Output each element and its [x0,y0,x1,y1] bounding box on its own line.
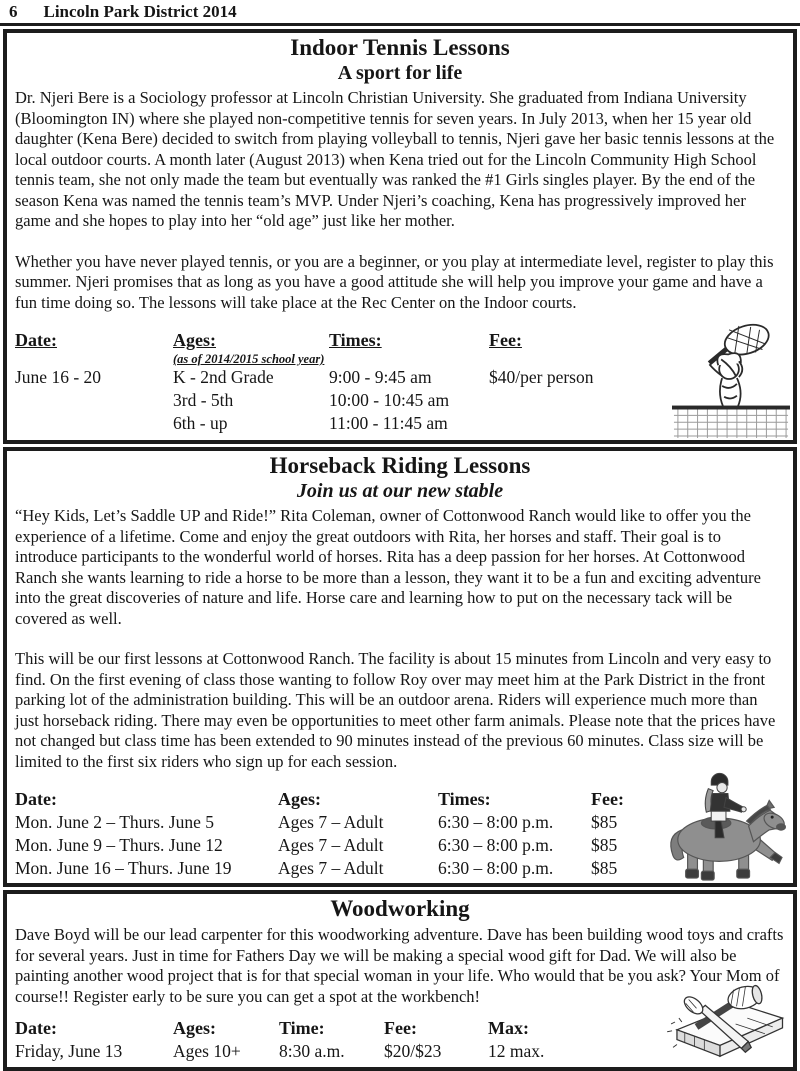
column-header-max: Max: [488,1018,529,1038]
table-cell-ages: Ages 7 – Adult [278,858,384,878]
table-cell-fee: $85 [591,835,618,855]
table-cell-ages: K - 2nd Grade [173,367,274,387]
horseback-section-title: Horseback Riding Lessons [269,453,531,478]
table-cell-times: 10:00 - 10:45 am [329,390,450,410]
tennis-table-note-row [15,352,785,366]
table-cell-date: Friday, June 13 [15,1041,123,1061]
table-cell-time: 8:30 a.m. [279,1041,345,1061]
tennis-player-clipart [672,320,790,440]
column-header-times: Times: [329,330,382,350]
column-header-fee: Fee: [489,330,522,350]
column-header-fee: Fee: [384,1018,417,1038]
table-cell-ages: Ages 10+ [173,1041,241,1061]
table-cell-date: Mon. June 9 – Thurs. June 12 [15,835,223,855]
column-header-date: Date: [15,330,57,350]
table-cell-ages: 6th - up [173,413,228,433]
tennis-paragraph-1: Dr. Njeri Bere is a Sociology professor at Lincoln Christian University. She graduated from Indiana University (Bloomington IN) where she played non-competitive tennis for seven years. In July 2013, when her 15 year old daughter (Kena Bere) decided to switch from playing volleyball to tennis, Njeri gave her basic tennis lessons at the local outdoor courts. A month later (August 2013) when Kena tried out for the Lincoln Community High School tennis team, she not only made the team but eventually was ranked the #1 Girls singles player. By the end of the season Kena was named the tennis team’s MVP. Under Njeri’s coaching, Kena has progressively improved her game and she hopes to play into her “old age” just like her mother. [15,88,775,230]
horseback-section [3,447,797,887]
page-title: Lincoln Park District 2014 [43,2,237,21]
column-header-time: Time: [279,1018,325,1038]
table-row [15,389,785,412]
woodworking-section [3,890,797,1071]
table-cell-ages: Ages 7 – Adult [278,835,384,855]
column-header-date: Date: [15,1018,57,1038]
column-header-date: Date: [15,789,57,809]
column-header-ages: Ages: [173,1018,216,1038]
table-cell-ages: Ages 7 – Adult [278,812,384,832]
horseback-section-subtitle: Join us at our new stable [296,480,504,502]
table-cell-times: 9:00 - 9:45 am [329,367,432,387]
tennis-section [3,29,797,444]
table-cell-fee: $40/per person [489,367,594,387]
table-cell-ages: 3rd - 5th [173,390,234,410]
column-header-ages: Ages: [278,789,321,809]
tennis-section-subtitle: A sport for life [337,62,463,84]
table-cell-fee: $85 [591,858,618,878]
tennis-table-header-row [15,329,785,352]
column-header-fee: Fee: [591,789,624,809]
table-cell-date: Mon. June 16 – Thurs. June 19 [15,858,232,878]
table-row [15,412,785,435]
tennis-section-title: Indoor Tennis Lessons [290,35,510,60]
table-cell-times: 11:00 - 11:45 am [329,413,448,433]
table-cell-times: 6:30 – 8:00 p.m. [438,835,554,855]
table-cell-max: 12 max. [488,1041,545,1061]
column-header-ages: Ages: [173,330,216,350]
table-cell-date: June 16 - 20 [15,367,102,387]
table-cell-times: 6:30 – 8:00 p.m. [438,812,554,832]
tennis-paragraph-2: Whether you have never played tennis, or you are a beginner, or you play at intermediate level, register to play this summer. Njeri promises that as long as you have a good attitude she will help you improve your game and have a fun time doing so. The lessons will take place at the Rec Center on the Indoor courts. [15,251,774,312]
page-number: 6 [9,2,18,21]
table-cell-fee: $85 [591,812,618,832]
table-row [15,366,785,389]
column-header-times: Times: [438,789,491,809]
ages-note: (as of 2014/2015 school year) [173,352,325,366]
woodworking-section-title: Woodworking [330,896,470,921]
table-cell-times: 6:30 – 8:00 p.m. [438,858,554,878]
page-header [0,0,800,26]
horseback-paragraph-1: “Hey Kids, Let’s Saddle UP and Ride!” Rita Coleman, owner of Cottonwood Ranch would like to offer you the experience of a lifetime. Come and enjoy the great outdoors with Rita, her horses and staff. Their goal is to introduce participants to the wonderful world of horses. Rita has a deep passion for her horses. At Cottonwood Ranch she wants learning to ride a horse to be more than a lesson, they want it to be a fun and exciting adventure into the great discoveries of nature and life. Horse care and learning how to put on the necessary tack will be covered as well. [15,506,761,628]
table-cell-date: Mon. June 2 – Thurs. June 5 [15,812,214,832]
woodworking-tools-clipart [647,979,789,1065]
horseback-paragraph-2: This will be our first lessons at Cottonwood Ranch. The facility is about 15 minutes from Lincoln and very easy to find. On the first evening of class those wanting to follow Roy over may meet him at the Park District in the front parking lot of the administration building. This will be an outdoor arena. Riders will experience much more than just horseback riding. There may even be opportunities to meet other farm animals. Please note that the prices have not changed but class time has been extended to 90 minutes instead of the previous 60 minutes. Class size will be limited to the first six riders who sign up for each session. [15,649,776,771]
woodworking-paragraph-1: Dave Boyd will be our lead carpenter for this woodworking adventure. Dave has been building wood toys and crafts for several years. Just in time for Fathers Day we will be making a special wood gift for Dad. We will also be painting another wood project that is for that special woman in your life. Who would that be you ask? Your Mom of course!! Register early to be sure you can get a spot at the workbench! [15,925,784,1006]
horse-rider-clipart [659,767,789,883]
table-cell-fee: $20/$23 [384,1041,442,1061]
tennis-schedule-table [15,329,785,435]
